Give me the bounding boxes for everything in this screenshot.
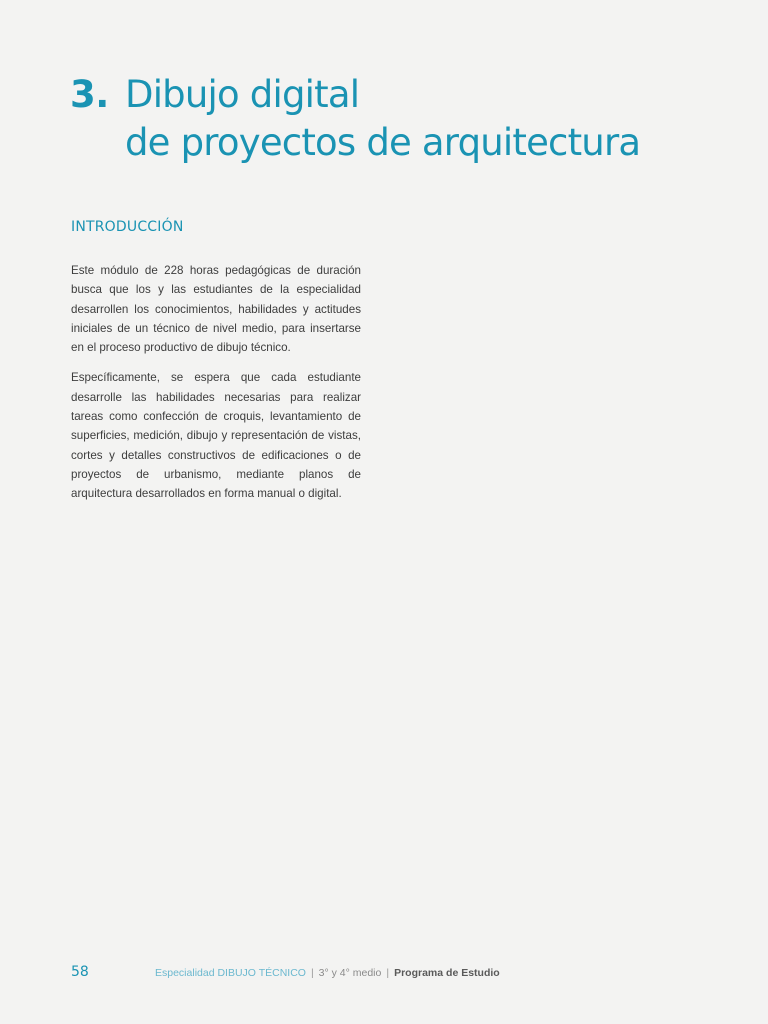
paragraph-1: Este módulo de 228 horas pedagógicas de duración busca que los y las estudiantes de la especialidad desarrollen los conocimientos, habilidades y actitudes iniciales de un técnico de nivel medio, para insertarse en el proceso productivo de dibujo técnico. <box>71 264 361 355</box>
page-footer <box>71 962 751 984</box>
footer-specialty: Especialidad DIBUJO TÉCNICO <box>155 967 306 979</box>
page-number: 58 <box>71 964 89 980</box>
footer-text <box>155 965 500 981</box>
chapter-title-line-1: Dibujo digital <box>125 73 360 116</box>
chapter-title-line-2: de proyectos de arquitectura <box>125 121 641 164</box>
footer-program: Programa de Estudio <box>394 967 500 979</box>
section-heading: INTRODUCCIÓN <box>71 219 184 235</box>
footer-separator: | <box>386 967 390 979</box>
paragraph-2: Específicamente, se espera que cada estudiante desarrolle las habilidades necesarias para realizar tareas como confección de croquis, levantamiento de superficies, medición, dibujo y representación de vistas, cortes y detalles constructivos de edificaciones o de proyectos de urbanismo, mediante planos de arquitectura desarrollados en forma manual o digital. <box>71 371 361 501</box>
footer-grade: 3° y 4° medio <box>318 967 382 979</box>
chapter-number: 3. <box>70 73 109 116</box>
body-text <box>71 261 361 515</box>
footer-separator: | <box>310 967 314 979</box>
